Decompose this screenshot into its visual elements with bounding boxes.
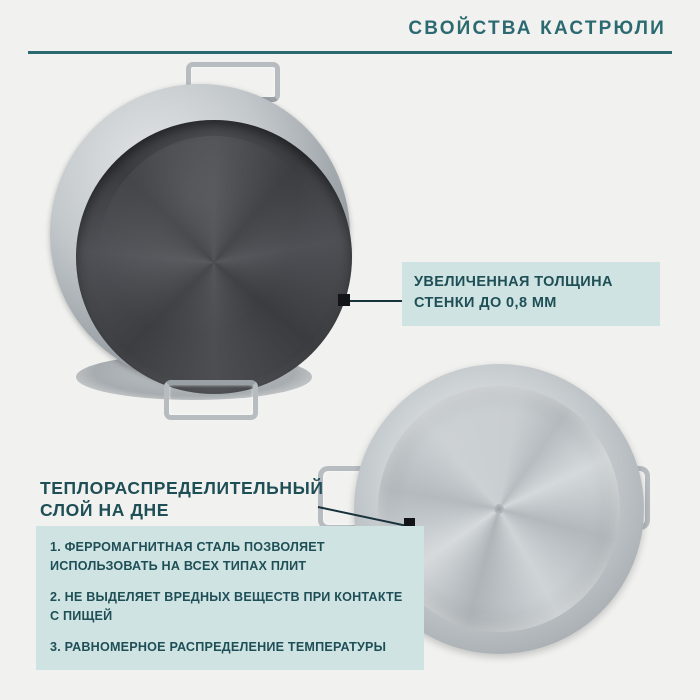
list-item: 1. ФЕРРОМАГНИТНАЯ СТАЛЬ ПОЗВОЛЯЕТ ИСПОЛЬЗОВАТЬ НА ВСЕХ ТИПАХ ПЛИТ bbox=[50, 540, 325, 573]
callout-heat-title-line1: ТЕПЛОРАСПРЕДЕЛИТЕЛЬНЫЙ bbox=[40, 478, 324, 498]
callout-thickness-line2: СТЕНКИ ДО 0,8 ММ bbox=[414, 295, 557, 312]
callout-thickness-line1: УВЕЛИЧЕННАЯ ТОЛЩИНА bbox=[414, 274, 613, 290]
leader-marker-thickness bbox=[338, 294, 350, 306]
pot-handle-lower bbox=[164, 380, 258, 420]
list-item: 3. РАВНОМЕРНОЕ РАСПРЕДЕЛЕНИЕ ТЕМПЕРАТУРЫ bbox=[50, 639, 387, 654]
callout-heat-benefits-list bbox=[36, 526, 424, 670]
pot-rim bbox=[50, 84, 350, 384]
callout-wall-thickness bbox=[402, 262, 660, 326]
callout-heat-title-line2: СЛОЙ НА ДНЕ bbox=[40, 499, 170, 520]
header bbox=[0, 0, 700, 56]
list-item: 2. НЕ ВЫДЕЛЯЕТ ВРЕДНЫХ ВЕЩЕСТВ ПРИ КОНТАКТЕ С ПИЩЕЙ bbox=[50, 589, 403, 623]
pot-top-view-image bbox=[36, 62, 352, 422]
pot-nonstick-interior bbox=[76, 120, 352, 394]
page-title: СВОЙСТВА КАСТРЮЛИ bbox=[408, 18, 666, 39]
callout-heat-title bbox=[40, 478, 360, 522]
leader-line-thickness bbox=[345, 300, 403, 302]
header-divider bbox=[28, 51, 672, 54]
